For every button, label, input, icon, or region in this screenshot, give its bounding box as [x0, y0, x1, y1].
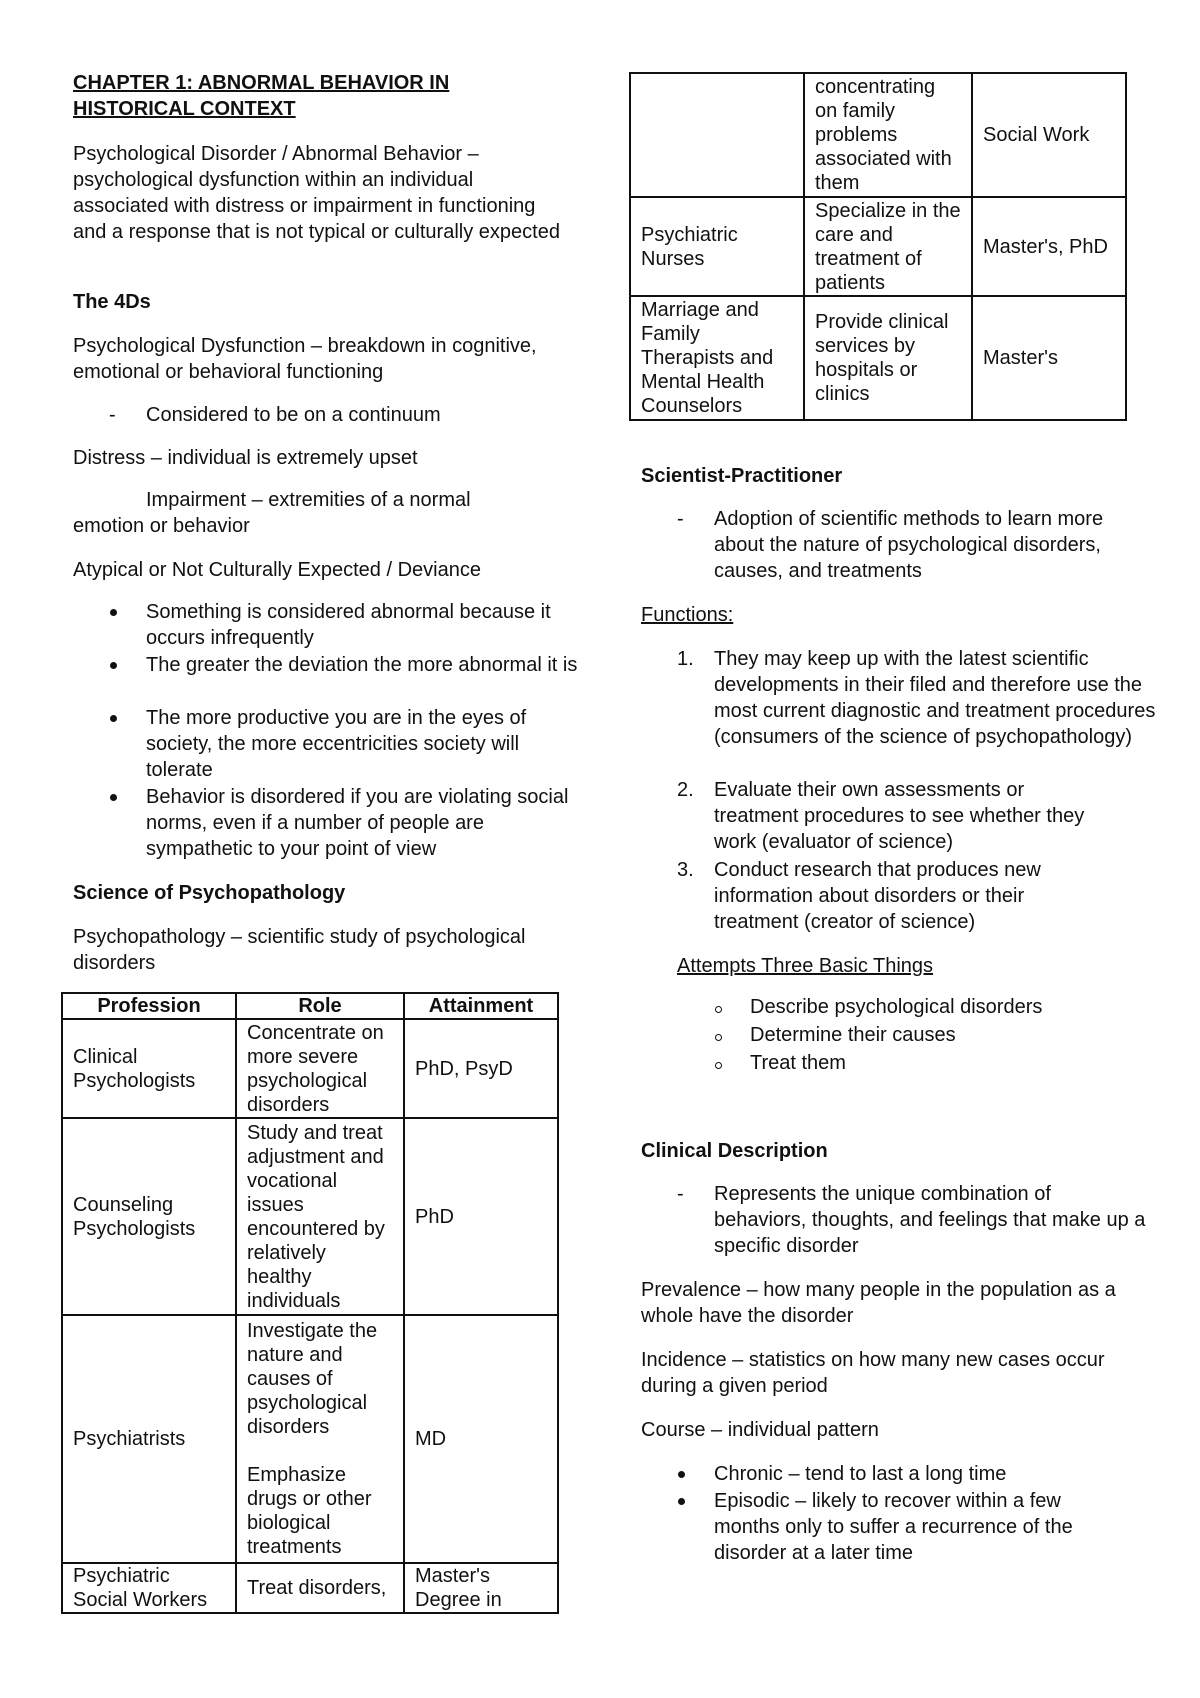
- deviance-bullet: [110, 784, 580, 862]
- attempts-label: Attempts Three Basic Things: [677, 955, 934, 977]
- scientist-practitioner-note-text: Adoption of scientific methods to learn more about the nature of psychological disorders, causes, and treatments: [714, 508, 1104, 582]
- profession-cell: Counseling Psychologists: [62, 1118, 236, 1315]
- table-row: [630, 296, 1126, 420]
- psychopathology-definition: Psychopathology – scientific study of psychological disorders: [73, 926, 526, 974]
- chapter-title: [73, 70, 533, 122]
- profession-cell: Marriage and Family Therapists and Mental Health Counselors: [630, 296, 804, 420]
- dash-marker: -: [677, 1183, 684, 1205]
- attempt-text: Describe psychological disorders: [750, 996, 1043, 1018]
- science-heading: Science of Psychopathology: [73, 882, 346, 904]
- bullet-icon: [678, 1498, 685, 1505]
- course-definition: Course – individual pattern: [641, 1419, 879, 1441]
- role-cell: Concentrate on more severe psychological disorders: [236, 1019, 404, 1118]
- table-row: [62, 1563, 558, 1613]
- deviance-bullet-text: Something is considered abnormal because it occurs infrequently: [146, 601, 551, 649]
- attainment-cell: Social Work: [972, 73, 1126, 197]
- attempt-text: Determine their causes: [750, 1024, 956, 1046]
- deviance-bullet-text: The more productive you are in the eyes of society, the more eccentricities society will tolerate: [146, 707, 527, 781]
- profession-cell: Psychiatric Nurses: [630, 197, 804, 296]
- attempt-text: Treat them: [750, 1052, 846, 1074]
- incidence-definition: Incidence – statistics on how many new cases occur during a given period: [641, 1349, 1105, 1397]
- scientist-practitioner-note: [677, 506, 1147, 584]
- chapter-title-line2: HISTORICAL CONTEXT: [73, 98, 296, 120]
- attainment-cell: MD: [404, 1315, 558, 1563]
- attainment-cell: Master's, PhD: [972, 197, 1126, 296]
- circle-bullet-icon: [715, 1062, 722, 1069]
- dysfunction-definition: Psychological Dysfunction – breakdown in cognitive, emotional or behavioral functioning: [73, 335, 537, 383]
- clinical-description-heading: Clinical Description: [641, 1140, 828, 1162]
- table-row: [62, 1019, 558, 1118]
- impairment-line2: emotion or behavior: [73, 515, 250, 537]
- circle-bullet-icon: [715, 1034, 722, 1041]
- impairment-line1: Impairment – extremities of a normal: [146, 489, 471, 511]
- profession-cell: [630, 73, 804, 197]
- attainment-cell: PhD: [404, 1118, 558, 1315]
- role-cell: Study and treat adjustment and vocational issues encountered by relatively healthy individuals: [236, 1118, 404, 1315]
- course-bullet-text: Episodic – likely to recover within a few months only to suffer a recurrence of the disorder at a later time: [714, 1490, 1073, 1564]
- deviance-bullet: [110, 599, 580, 651]
- list-number: 2.: [677, 779, 694, 801]
- bullet-icon: [110, 609, 117, 616]
- professions-table: [61, 992, 559, 1614]
- function-item: [677, 646, 1157, 750]
- function-text: They may keep up with the latest scientific developments in their filed and therefore use the most current diagnostic and treatment procedures (consumers of the science of psychopathology): [714, 648, 1156, 748]
- course-bullet: [678, 1461, 1148, 1487]
- bullet-icon: [110, 794, 117, 801]
- role-text-2: Emphasize drugs or other biological treatments: [247, 1464, 372, 1558]
- role-cell: Provide clinical services by hospitals or clinics: [804, 296, 972, 420]
- table-row: [630, 197, 1126, 296]
- list-number: 1.: [677, 648, 694, 670]
- scientist-practitioner-heading: Scientist-Practitioner: [641, 465, 843, 487]
- bullet-icon: [110, 715, 117, 722]
- distress-definition: Distress – individual is extremely upset: [73, 447, 418, 469]
- role-cell: Treat disorders,: [236, 1563, 404, 1613]
- role-text: Investigate the nature and causes of psychological disorders: [247, 1320, 378, 1438]
- table-row: [62, 1315, 558, 1563]
- function-text: Conduct research that produces new information about disorders or their treatment (creator of science): [714, 859, 1041, 933]
- header-profession: Profession: [62, 993, 236, 1019]
- function-item: [677, 777, 1157, 855]
- dash-marker: -: [109, 404, 116, 426]
- role-cell: [236, 1315, 404, 1563]
- attainment-cell: Master's: [972, 296, 1126, 420]
- impairment-definition: [73, 487, 573, 539]
- profession-cell: Psychiatrists: [62, 1315, 236, 1563]
- dash-marker: -: [677, 508, 684, 530]
- four-ds-heading: The 4Ds: [73, 291, 151, 313]
- abnormal-behavior-definition: Psychological Disorder / Abnormal Behavior – psychological dysfunction within an individual associated with distress or impairment in functioning and a response that is not typical or culturally expected: [73, 143, 560, 243]
- chapter-title-line1: CHAPTER 1: ABNORMAL BEHAVIOR IN: [73, 72, 450, 94]
- role-cell: concentrating on family problems associated with them: [804, 73, 972, 197]
- prevalence-definition: Prevalence – how many people in the population as a whole have the disorder: [641, 1279, 1116, 1327]
- deviance-definition: Atypical or Not Culturally Expected / Deviance: [73, 559, 481, 581]
- table-row: [630, 73, 1126, 197]
- function-text: Evaluate their own assessments or treatment procedures to see whether they work (evaluator of science): [714, 779, 1085, 853]
- circle-bullet-icon: [715, 1006, 722, 1013]
- list-number: 3.: [677, 859, 694, 881]
- deviance-bullet-text: The greater the deviation the more abnormal it is: [146, 654, 578, 676]
- clinical-description-note: [677, 1181, 1147, 1259]
- deviance-bullet: [110, 652, 580, 678]
- profession-cell: Clinical Psychologists: [62, 1019, 236, 1118]
- bullet-icon: [110, 662, 117, 669]
- role-cell: Specialize in the care and treatment of patients: [804, 197, 972, 296]
- bullet-icon: [678, 1471, 685, 1478]
- table-header-row: [62, 993, 558, 1019]
- attainment-cell: PhD, PsyD: [404, 1019, 558, 1118]
- header-role: Role: [236, 993, 404, 1019]
- function-item: [677, 857, 1157, 935]
- clinical-description-note-text: Represents the unique combination of behaviors, thoughts, and feelings that make up a specific disorder: [714, 1183, 1146, 1257]
- functions-label: Functions:: [641, 604, 734, 626]
- professions-table-continued: [629, 72, 1127, 421]
- deviance-bullet: [110, 705, 580, 783]
- attainment-cell: Master's Degree in: [404, 1563, 558, 1613]
- profession-cell: Psychiatric Social Workers: [62, 1563, 236, 1613]
- deviance-bullet-text: Behavior is disordered if you are violating social norms, even if a number of people are sympathetic to your point of view: [146, 786, 569, 860]
- course-bullet-text: Chronic – tend to last a long time: [714, 1463, 1007, 1485]
- header-attainment: Attainment: [404, 993, 558, 1019]
- table-row: [62, 1118, 558, 1315]
- dysfunction-note-text: Considered to be on a continuum: [146, 404, 441, 426]
- course-bullet: [678, 1488, 1148, 1566]
